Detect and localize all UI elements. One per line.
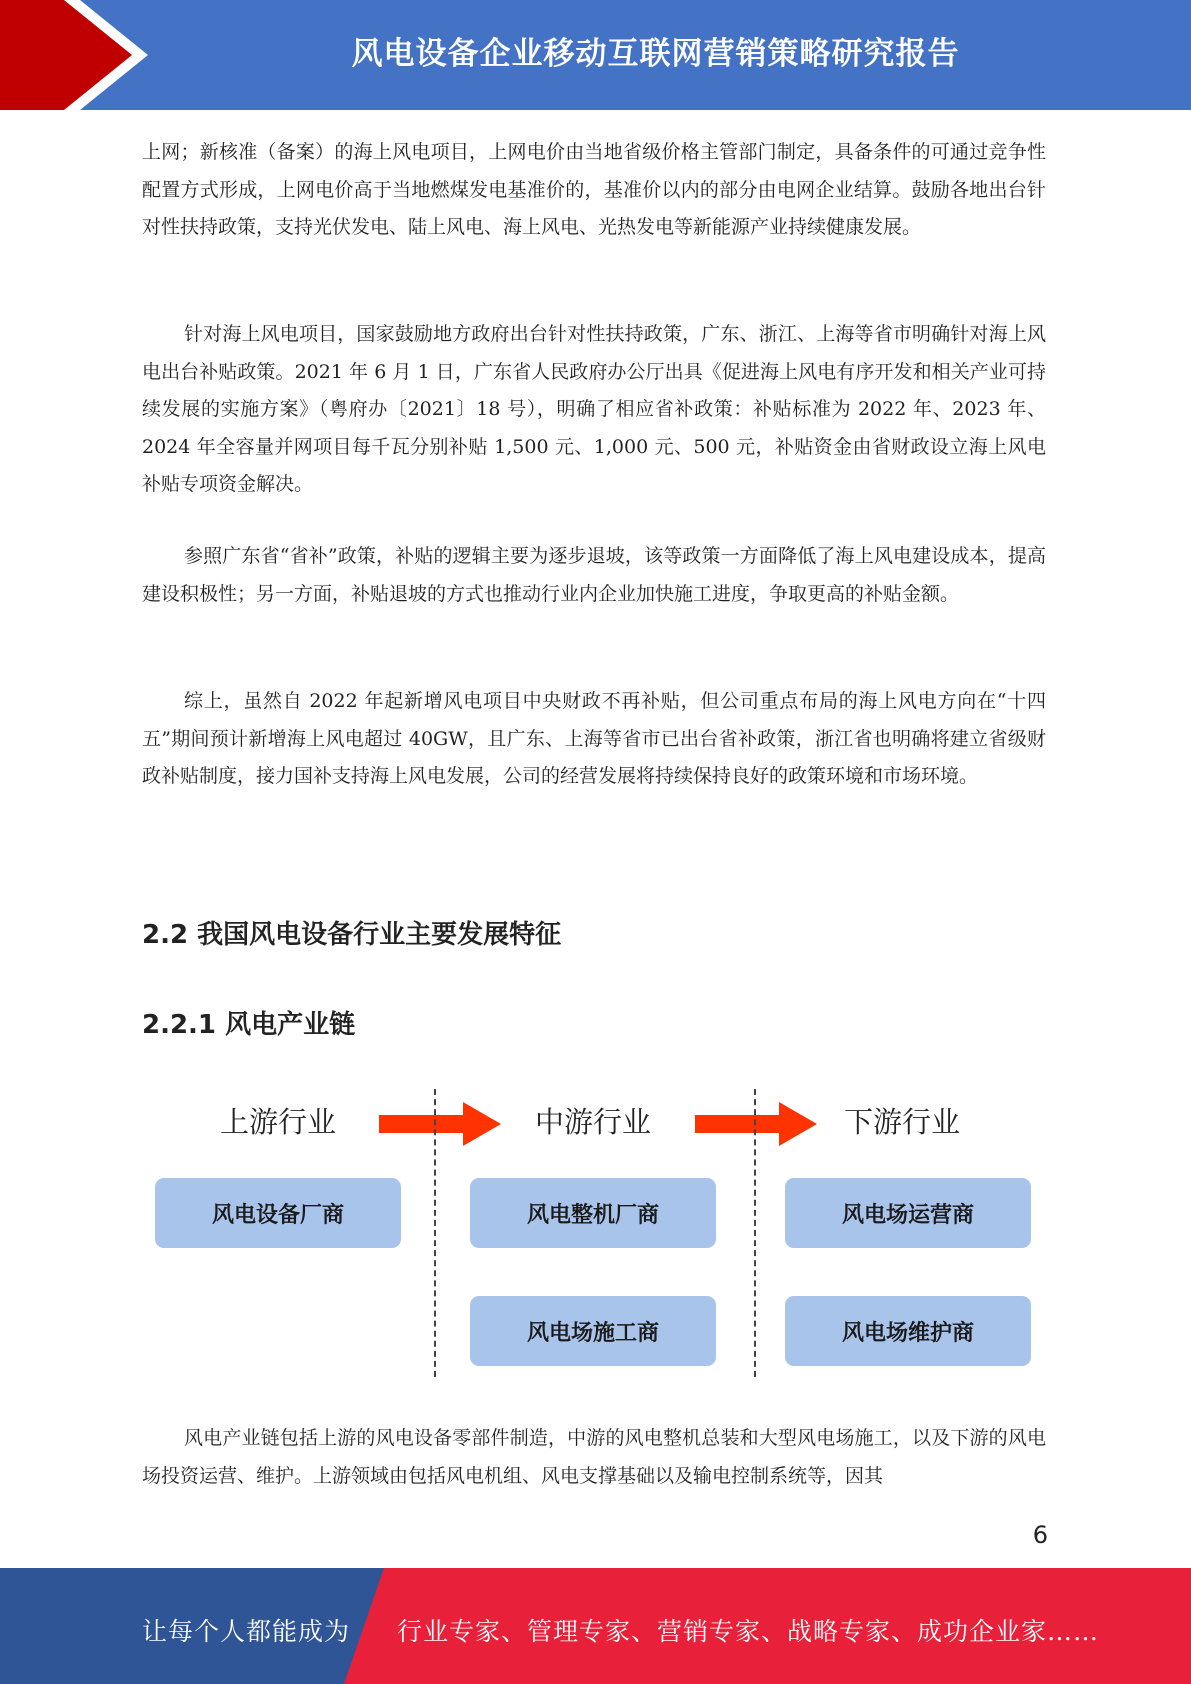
stage-label-midstream: 中游行业 — [534, 1105, 651, 1139]
divider-dashed — [754, 1089, 756, 1377]
box-downstream-2: 风电场维护商 — [785, 1296, 1031, 1366]
section-heading-2-2-1: 2.2.1 风电产业链 — [142, 1010, 356, 1040]
stage-label-upstream: 上游行业 — [219, 1105, 336, 1139]
footer-slogan-left: 让每个人都能成为 — [142, 1617, 351, 1646]
page-number: 6 — [1032, 1521, 1048, 1549]
report-title: 风电设备企业移动互联网营销策略研究报告 — [351, 36, 960, 72]
arrow-right-icon — [695, 1102, 817, 1146]
paragraph-1: 上网；新核准（备案）的海上风电项目，上网电价由当地省级价格主管部门制定，具备条件的可通过竞争性配置方式形成，上网电价高于当地燃煤发电基准价的，基准价以内的部分由电网企业结算。鼓励各地出台针对性扶持政策，支持光伏发电、陆上风电、海上风电、光热发电等新能源产业持续健康发展。 — [142, 141, 1046, 238]
box-midstream-1: 风电整机厂商 — [470, 1178, 716, 1248]
section-heading-2-2: 2.2 我国风电设备行业主要发展特征 — [142, 920, 562, 950]
box-upstream-1: 风电设备厂商 — [155, 1178, 401, 1248]
paragraph-2: 针对海上风电项目，国家鼓励地方政府出台针对性扶持政策，广东、浙江、上海等省市明确针对海上风电出台补贴政策。2021 年 6 月 1 日，广东省人民政府办公厅出具《促进海上风电有序开发和相关产业可持续发展的实施方案》（粤府办〔2021〕18 号），明确了相应省补政策：补贴标准为 2022 年、2023 年、2024 年全容量并网项目每千瓦分别补贴 1,500 元、1,000 元、500 元，补贴资金由省财政设立海上风电补贴专项资金解决。 — [142, 323, 1046, 495]
footer-slogan-right: 行业专家、管理专家、营销专家、战略专家、成功企业家…… — [397, 1617, 1100, 1646]
industry-chain-diagram — [142, 1085, 1046, 1375]
paragraph-5: 风电产业链包括上游的风电设备零部件制造，中游的风电整机总装和大型风电场施工，以及下游的风电场投资运营、维护。上游领域由包括风电机组、风电支撑基础以及输电控制系统等，因其 — [142, 1427, 1046, 1487]
divider-dashed — [434, 1089, 436, 1377]
stage-label-downstream: 下游行业 — [843, 1105, 960, 1139]
arrow-right-icon — [379, 1102, 501, 1146]
box-midstream-2: 风电场施工商 — [470, 1296, 716, 1366]
paragraph-3: 参照广东省“省补”政策，补贴的逻辑主要为逐步退坡，该等政策一方面降低了海上风电建设成本，提高建设积极性；另一方面，补贴退坡的方式也推动行业内企业加快施工进度，争取更高的补贴金额。 — [142, 545, 1046, 605]
page-footer — [0, 1568, 1191, 1684]
box-downstream-1: 风电场运营商 — [785, 1178, 1031, 1248]
paragraph-4: 综上，虽然自 2022 年起新增风电项目中央财政不再补贴，但公司重点布局的海上风电方向在“十四五”期间预计新增海上风电超过 40GW，且广东、上海等省市已出台省补政策，浙江省也明确将建立省级财政补贴制度，接力国补支持海上风电发展，公司的经营发展将持续保持良好的政策环境和市场环境。 — [142, 690, 1046, 787]
page-header — [0, 0, 1191, 110]
